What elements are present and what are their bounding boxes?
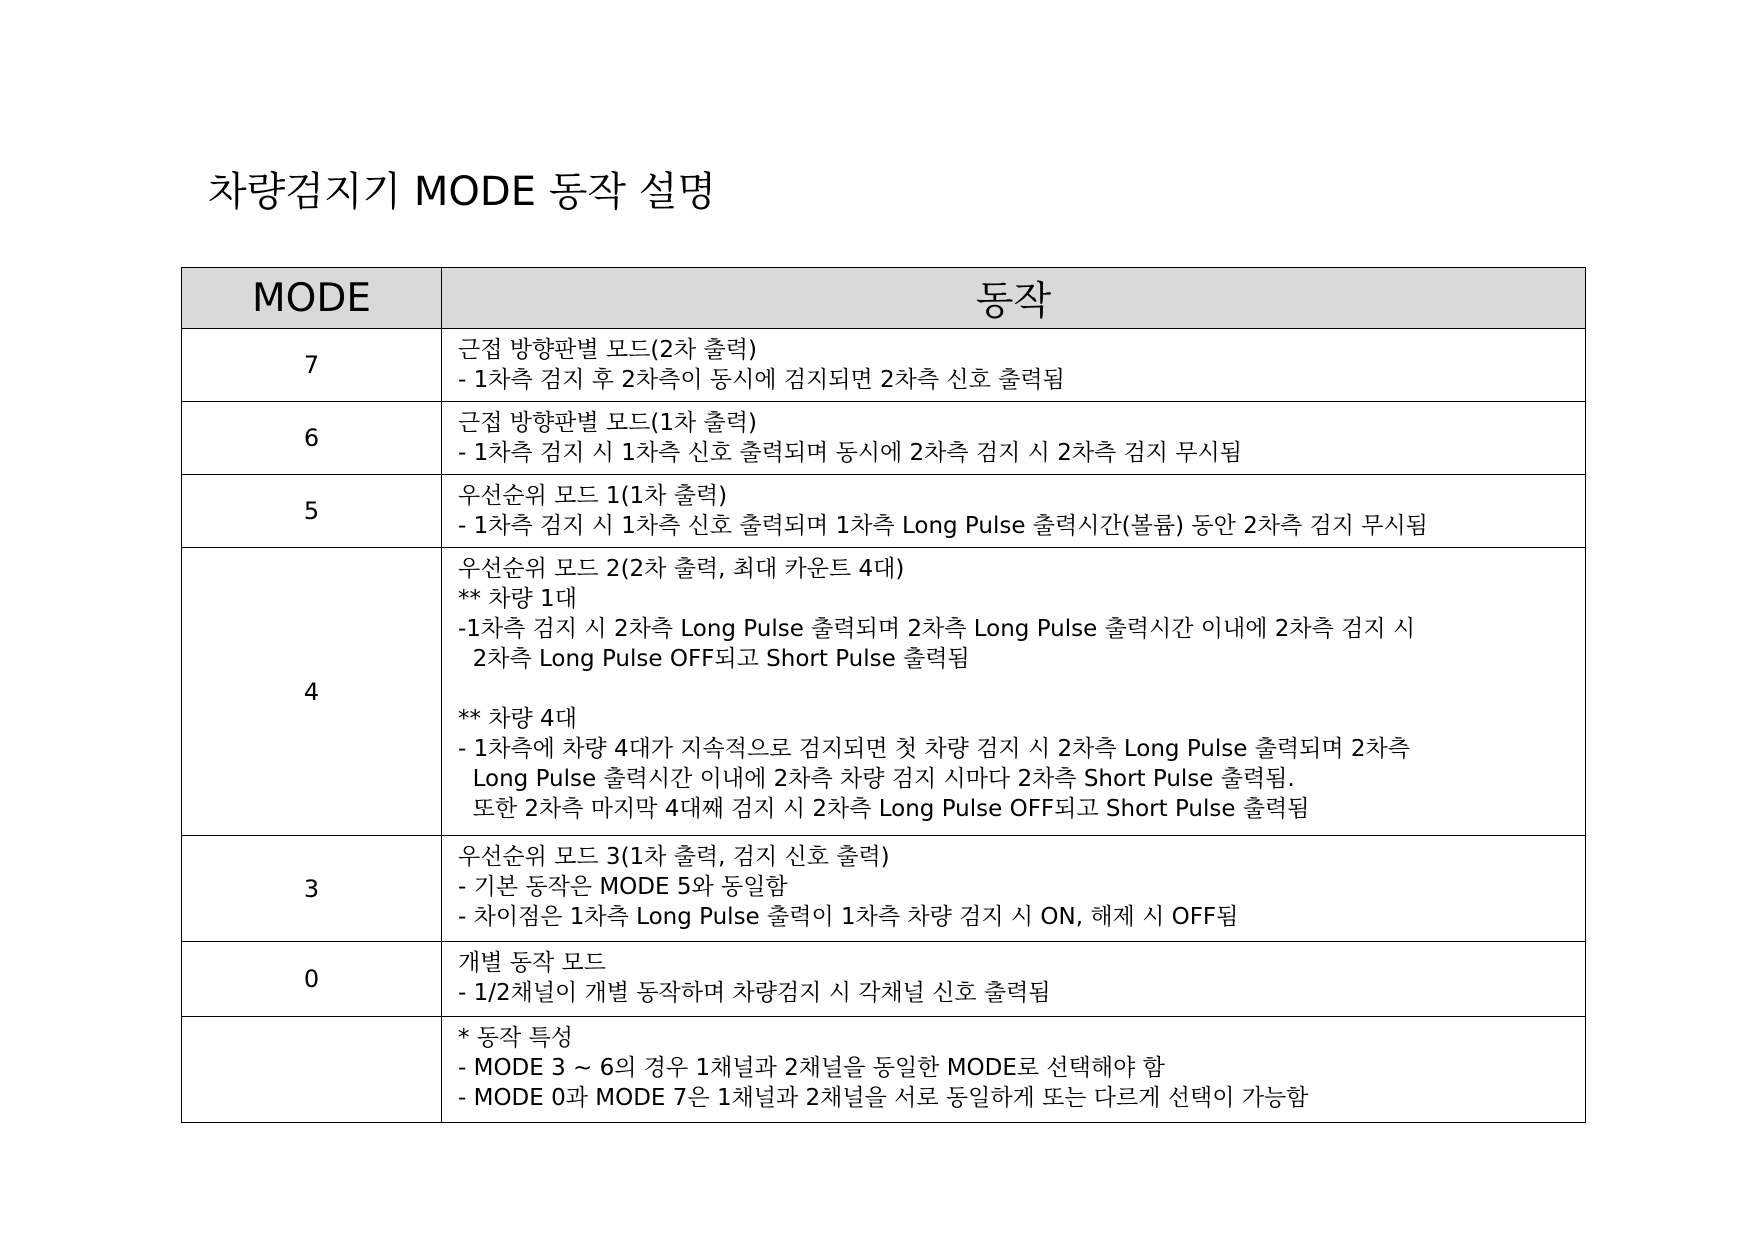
mode-value: 0 xyxy=(182,942,442,1017)
mode-value: 3 xyxy=(182,836,442,942)
description-line: - 1/2채널이 개별 동작하며 차량검지 시 각채널 신호 출력됨 xyxy=(458,980,1051,1006)
table-row xyxy=(182,1017,1586,1123)
description-line: 2차측 Long Pulse OFF되고 Short Pulse 출력됨 xyxy=(458,646,970,672)
mode-description xyxy=(442,329,1586,402)
mode-table xyxy=(181,267,1586,1123)
description-line: * 동작 특성 xyxy=(458,1025,573,1051)
mode-value xyxy=(182,1017,442,1123)
description-line: - MODE 0과 MODE 7은 1채널과 2채널을 서로 동일하게 또는 다르게 선택이 가능함 xyxy=(458,1085,1309,1111)
table-row xyxy=(182,329,1586,402)
mode-description xyxy=(442,942,1586,1017)
table-row xyxy=(182,402,1586,475)
table-row xyxy=(182,942,1586,1017)
description-line: 개별 동작 모드 xyxy=(458,950,606,976)
description-spacer xyxy=(458,674,1571,704)
table-row xyxy=(182,548,1586,836)
description-line: 근접 방향판별 모드(1차 출력) xyxy=(458,410,757,436)
mode-description xyxy=(442,548,1586,836)
header-action: 동작 xyxy=(442,268,1586,329)
mode-value: 6 xyxy=(182,402,442,475)
mode-description xyxy=(442,402,1586,475)
description-line: -1차측 검지 시 2차측 Long Pulse 출력되며 2차측 Long Pulse 출력시간 이내에 2차측 검지 시 xyxy=(458,616,1416,642)
description-line: 근접 방향판별 모드(2차 출력) xyxy=(458,337,757,363)
description-line: - 1차측 검지 시 1차측 신호 출력되며 1차측 Long Pulse 출력시간(볼륨) 동안 2차측 검지 무시됨 xyxy=(458,513,1428,539)
mode-value: 4 xyxy=(182,548,442,836)
description-line: 우선순위 모드 3(1차 출력, 검지 신호 출력) xyxy=(458,844,890,870)
mode-description xyxy=(442,1017,1586,1123)
description-line: - 기본 동작은 MODE 5와 동일함 xyxy=(458,874,788,900)
description-line: ** 차량 4대 xyxy=(458,706,577,732)
description-line: 우선순위 모드 1(1차 출력) xyxy=(458,483,728,509)
page-title: 차량검지기 MODE 동작 설명 xyxy=(208,169,716,215)
header-mode: MODE xyxy=(182,268,442,329)
description-line: - 1차측 검지 후 2차측이 동시에 검지되면 2차측 신호 출력됨 xyxy=(458,367,1065,393)
description-line: 또한 2차측 마지막 4대째 검지 시 2차측 Long Pulse OFF되고 Short Pulse 출력됨 xyxy=(458,796,1310,822)
description-line: 우선순위 모드 2(2차 출력, 최대 카운트 4대) xyxy=(458,556,905,582)
description-line: Long Pulse 출력시간 이내에 2차측 차량 검지 시마다 2차측 Short Pulse 출력됨. xyxy=(458,766,1295,792)
mode-description xyxy=(442,836,1586,942)
description-line: - 1차측 검지 시 1차측 신호 출력되며 동시에 2차측 검지 시 2차측 검지 무시됨 xyxy=(458,440,1242,466)
description-line: - MODE 3 ~ 6의 경우 1채널과 2채널을 동일한 MODE로 선택해야 함 xyxy=(458,1055,1165,1081)
mode-value: 5 xyxy=(182,475,442,548)
table-header-row xyxy=(182,268,1586,329)
table-row xyxy=(182,475,1586,548)
description-line: ** 차량 1대 xyxy=(458,586,577,612)
table-row xyxy=(182,836,1586,942)
mode-value: 7 xyxy=(182,329,442,402)
description-line: - 차이점은 1차측 Long Pulse 출력이 1차측 차량 검지 시 ON, 해제 시 OFF됨 xyxy=(458,904,1239,930)
description-line: - 1차측에 차량 4대가 지속적으로 검지되면 첫 차량 검지 시 2차측 Long Pulse 출력되며 2차측 xyxy=(458,736,1410,762)
mode-description xyxy=(442,475,1586,548)
